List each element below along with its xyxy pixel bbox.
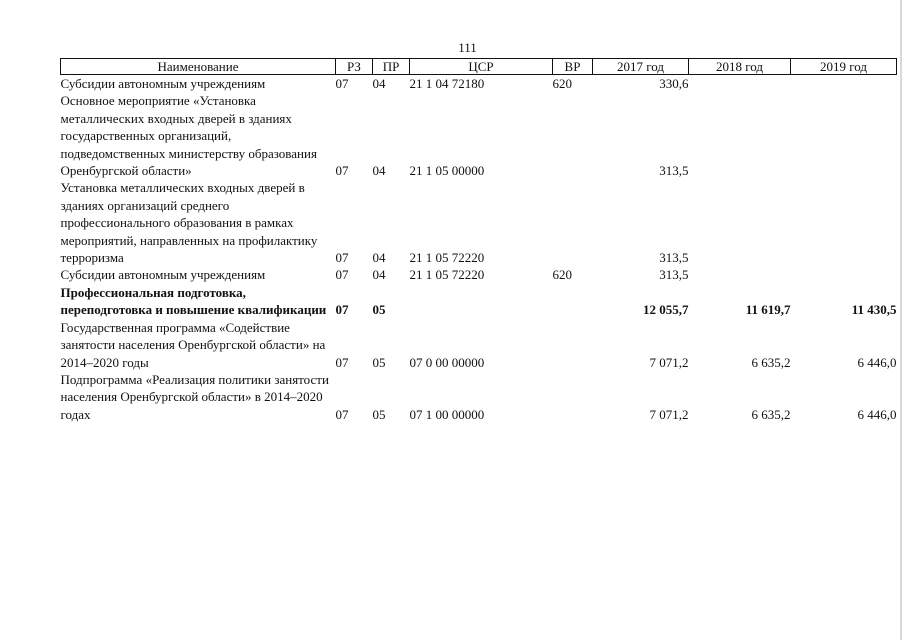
cell-y2017: 313,5 xyxy=(659,163,689,179)
cell-rz: 07 xyxy=(335,354,349,370)
cell-vr: 620 xyxy=(552,76,572,91)
header-name: Наименование xyxy=(61,59,336,75)
table-row xyxy=(61,266,897,283)
cell-rz: 07 xyxy=(335,250,349,266)
cell-name: Субсидии автономным учреждениям xyxy=(60,267,266,283)
table-row xyxy=(61,319,897,371)
cell-csr: 07 0 00 00000 xyxy=(409,354,485,370)
cell-pr: 04 xyxy=(372,76,386,91)
cell-pr: 04 xyxy=(372,267,386,283)
cell-y2017: 313,5 xyxy=(659,250,689,266)
table-header-row xyxy=(61,59,897,75)
cell-name: Государственная программа «Содействие занятости населения Оренбургской области» на 2014–2020 годы xyxy=(60,319,326,370)
cell-pr: 05 xyxy=(372,406,386,422)
cell-csr: 21 1 05 72220 xyxy=(409,250,485,266)
cell-y2019 xyxy=(791,75,897,93)
cell-y2018 xyxy=(689,92,791,179)
cell-y2019: 6 446,0 xyxy=(857,354,897,370)
cell-y2018: 6 635,2 xyxy=(751,354,791,370)
cell-vr xyxy=(553,284,593,319)
cell-y2018: 11 619,7 xyxy=(745,302,791,318)
header-pr: ПР xyxy=(373,59,410,75)
cell-csr: 21 1 04 72180 xyxy=(409,76,485,91)
cell-y2019 xyxy=(791,179,897,266)
cell-name: Основное мероприятие «Установка металлических входных дверей в зданиях государственных организаций, подведомственных министерству образования Оренбургской области» xyxy=(60,93,317,179)
header-csr: ЦСР xyxy=(410,59,553,75)
cell-y2018 xyxy=(689,75,791,93)
cell-vr xyxy=(553,179,593,266)
cell-y2018: 6 635,2 xyxy=(751,406,791,422)
cell-y2017: 7 071,2 xyxy=(649,406,689,422)
page-edge-divider xyxy=(900,0,902,640)
cell-vr xyxy=(553,92,593,179)
cell-name: Профессиональная подготовка, переподготовка и повышение квалификации xyxy=(60,284,327,318)
cell-csr xyxy=(410,284,553,319)
table-body xyxy=(61,75,897,424)
cell-rz: 07 xyxy=(335,267,349,283)
cell-rz: 07 xyxy=(335,406,349,422)
cell-y2018 xyxy=(689,266,791,283)
budget-table xyxy=(60,58,897,423)
cell-y2019 xyxy=(791,266,897,283)
cell-y2019: 11 430,5 xyxy=(851,302,897,318)
header-2019: 2019 год xyxy=(791,59,897,75)
header-vr: ВР xyxy=(553,59,593,75)
cell-vr xyxy=(553,319,593,371)
cell-csr: 07 1 00 00000 xyxy=(409,406,485,422)
cell-vr xyxy=(553,371,593,423)
cell-rz: 07 xyxy=(335,76,349,91)
cell-name: Подпрограмма «Реализация политики занятости населения Оренбургской области» в 2014–2020 годах xyxy=(60,371,329,422)
header-2017: 2017 год xyxy=(593,59,689,75)
table-row xyxy=(61,371,897,423)
table-row xyxy=(61,75,897,93)
cell-vr: 620 xyxy=(552,267,572,283)
cell-y2017: 330,6 xyxy=(659,76,689,91)
cell-csr: 21 1 05 00000 xyxy=(409,163,485,179)
cell-name: Установка металлических входных дверей в зданиях организаций среднего профессионального образования в рамках мероприятий, направленных на профилактику терроризма xyxy=(60,180,318,266)
cell-pr: 04 xyxy=(372,250,386,266)
cell-pr: 04 xyxy=(372,163,386,179)
cell-pr: 05 xyxy=(372,302,386,318)
cell-rz: 07 xyxy=(335,302,349,318)
page-number: 111 xyxy=(458,40,477,55)
cell-pr: 05 xyxy=(372,354,386,370)
table-row xyxy=(61,92,897,179)
table-row xyxy=(61,179,897,266)
cell-y2017: 12 055,7 xyxy=(643,302,689,318)
cell-y2017: 313,5 xyxy=(659,267,689,283)
cell-y2019: 6 446,0 xyxy=(857,406,897,422)
header-2018: 2018 год xyxy=(689,59,791,75)
cell-y2018 xyxy=(689,179,791,266)
cell-name: Субсидии автономным учреждениям xyxy=(60,76,266,91)
cell-y2017: 7 071,2 xyxy=(649,354,689,370)
cell-rz: 07 xyxy=(335,163,349,179)
cell-csr: 21 1 05 72220 xyxy=(409,267,485,283)
table-row xyxy=(61,284,897,319)
cell-y2019 xyxy=(791,92,897,179)
header-rz: РЗ xyxy=(336,59,373,75)
